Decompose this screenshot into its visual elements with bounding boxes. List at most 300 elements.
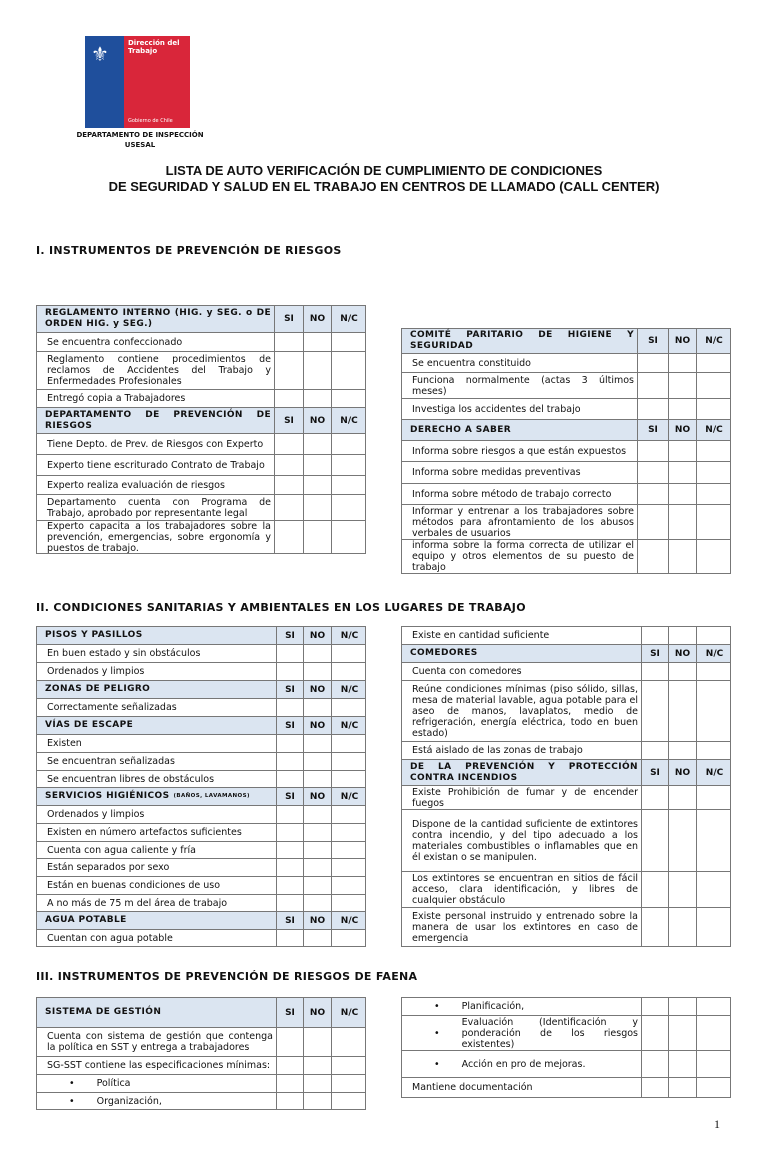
answer-cell-no[interactable]: [303, 495, 331, 520]
answer-cell-nc[interactable]: [331, 333, 366, 351]
answer-cell-no[interactable]: [668, 1051, 696, 1077]
answer-cell-si[interactable]: [276, 1093, 303, 1109]
row-text: Dispone de la cantidad suficiente de extintores contra incendio, y del tipo adecuado a los materiales combustibles o inflamables que en él existan o se manipulen.: [412, 818, 638, 863]
row-text: Ordenados y limpios: [47, 666, 145, 677]
answer-cell-si[interactable]: [274, 352, 303, 389]
column-header-nc: N/C: [331, 627, 367, 644]
row-text: Departamento cuenta con Programa de Trabajo, aprobado por representante legal: [47, 496, 271, 519]
table-row: [402, 810, 730, 872]
table-section-header: [402, 329, 730, 354]
row-text: Existen en número artefactos suficientes: [47, 827, 242, 838]
answer-cell-nc[interactable]: [696, 872, 732, 907]
row-text: Está aislado de las zonas de trabajo: [412, 745, 583, 756]
column-header-si: SI: [276, 998, 303, 1027]
table-row: [402, 627, 730, 645]
answer-cell-si[interactable]: [637, 462, 668, 483]
answer-cell-nc[interactable]: [331, 842, 367, 858]
answer-cell-nc[interactable]: [696, 1078, 732, 1097]
answer-cell-no[interactable]: [668, 373, 696, 398]
section-heading-1: I. INSTRUMENTOS DE PREVENCIÓN DE RIESGOS: [36, 244, 342, 257]
answer-cell-nc[interactable]: [696, 742, 732, 759]
table-row: [37, 521, 365, 554]
table-row: [402, 484, 730, 505]
row-text: Informa sobre método de trabajo correcto: [412, 488, 612, 500]
row-text: Ordenados y limpios: [47, 809, 145, 820]
answer-cell-nc[interactable]: [331, 1075, 367, 1092]
row-text: Existe Prohibición de fumar y de encender fuegos: [412, 786, 638, 809]
row-label: [402, 872, 641, 907]
table-row: [37, 753, 365, 771]
row-label: [402, 540, 637, 573]
answer-cell-si[interactable]: [637, 505, 668, 539]
answer-cell-si[interactable]: [274, 390, 303, 407]
answer-cell-no[interactable]: [303, 699, 331, 716]
answer-cell-nc[interactable]: [331, 645, 367, 662]
row-label: [37, 408, 274, 433]
answer-cell-no[interactable]: [303, 753, 331, 770]
answer-cell-nc[interactable]: [331, 1028, 367, 1056]
answer-cell-nc[interactable]: [696, 399, 731, 419]
row-label: [37, 895, 276, 911]
answer-cell-si[interactable]: [637, 354, 668, 372]
answer-cell-si[interactable]: [637, 484, 668, 504]
answer-cell-si[interactable]: [641, 908, 668, 946]
answer-cell-si[interactable]: [641, 742, 668, 759]
direccion-del-trabajo-logo: ⚜ Dirección del Trabajo Gobierno de Chile: [85, 36, 190, 128]
row-text: REGLAMENTO INTERNO (HIG. y SEG. o DE ORDEN HIG. y SEG.): [45, 308, 271, 329]
column-header-si: SI: [276, 681, 303, 698]
table-row: [402, 663, 730, 681]
answer-cell-nc[interactable]: [696, 373, 731, 398]
column-header-no: NO: [303, 788, 331, 805]
answer-cell-nc[interactable]: [696, 1016, 732, 1050]
row-label: [37, 1093, 276, 1109]
answer-cell-si[interactable]: [641, 663, 668, 680]
row-label: [402, 1078, 641, 1097]
table-row: [402, 354, 730, 373]
row-text: PISOS Y PASILLOS: [45, 630, 143, 640]
row-label: [37, 824, 276, 841]
row-label: [37, 912, 276, 929]
bullet-icon: •: [69, 1078, 75, 1089]
table-row: [37, 1057, 365, 1075]
answer-cell-si[interactable]: [637, 373, 668, 398]
answer-cell-nc[interactable]: [331, 895, 367, 911]
answer-cell-si[interactable]: [641, 810, 668, 871]
answer-cell-si[interactable]: [276, 806, 303, 823]
column-header-no: NO: [303, 717, 331, 734]
row-label: [402, 810, 641, 871]
answer-cell-no[interactable]: [303, 895, 331, 911]
row-text: Se encuentra constituido: [412, 357, 531, 369]
answer-cell-no[interactable]: [303, 333, 331, 351]
checklist-table: [401, 626, 731, 947]
answer-cell-nc[interactable]: [331, 877, 367, 894]
answer-cell-nc[interactable]: [331, 1093, 367, 1109]
table-section-header: [37, 998, 365, 1028]
answer-cell-si[interactable]: [276, 859, 303, 876]
answer-cell-nc[interactable]: [331, 859, 367, 876]
row-text: Los extintores se encuentran en sitios de fácil acceso, clara identificación, y libres de cualquier obstáculo: [412, 873, 638, 906]
answer-cell-no[interactable]: [303, 521, 331, 553]
answer-cell-no[interactable]: [668, 1078, 696, 1097]
row-label: [402, 742, 641, 759]
answer-cell-nc[interactable]: [696, 998, 732, 1015]
coat-of-arms-icon: ⚜: [91, 42, 109, 66]
table-section-header: [37, 788, 365, 806]
column-header-no: NO: [303, 408, 331, 433]
answer-cell-nc[interactable]: [696, 354, 731, 372]
answer-cell-nc[interactable]: [331, 521, 366, 553]
table-row: [37, 1093, 365, 1110]
table-row: [402, 742, 730, 760]
table-row: [402, 1078, 730, 1098]
column-header-no: NO: [303, 306, 331, 332]
answer-cell-si[interactable]: [274, 476, 303, 494]
answer-cell-nc[interactable]: [696, 1051, 732, 1077]
row-label: [37, 806, 276, 823]
answer-cell-si[interactable]: [276, 699, 303, 716]
row-text: Tiene Depto. de Prev. de Riesgos con Experto: [47, 438, 264, 450]
answer-cell-si[interactable]: [637, 540, 668, 573]
answer-cell-nc[interactable]: [331, 476, 366, 494]
answer-cell-si[interactable]: [274, 434, 303, 454]
row-text: Experto tiene escriturado Contrato de Trabajo: [47, 459, 265, 471]
table-row: [402, 1016, 730, 1051]
answer-cell-no[interactable]: [668, 908, 696, 946]
answer-cell-si[interactable]: [276, 1075, 303, 1092]
table-row: [402, 786, 730, 810]
table-row: [402, 399, 730, 420]
bullet-icon: •: [434, 1027, 440, 1039]
answer-cell-nc[interactable]: [696, 627, 732, 644]
answer-cell-si[interactable]: [276, 771, 303, 787]
answer-cell-no[interactable]: [668, 681, 696, 741]
row-text: ZONAS DE PELIGRO: [45, 684, 151, 694]
answer-cell-si[interactable]: [274, 455, 303, 475]
table-row: [37, 699, 365, 717]
answer-cell-no[interactable]: [303, 771, 331, 787]
answer-cell-si[interactable]: [274, 521, 303, 553]
answer-cell-si[interactable]: [276, 1028, 303, 1056]
row-text: Acción en pro de mejoras.: [461, 1058, 586, 1070]
answer-cell-no[interactable]: [668, 462, 696, 483]
table-section-header: [402, 760, 730, 786]
column-header-no: NO: [303, 627, 331, 644]
row-text: Se encuentran libres de obstáculos: [47, 773, 215, 785]
answer-cell-nc[interactable]: [331, 771, 367, 787]
row-label: [402, 420, 637, 440]
answer-cell-nc[interactable]: [331, 753, 367, 770]
row-label: [37, 788, 276, 805]
answer-cell-nc[interactable]: [331, 930, 367, 946]
answer-cell-si[interactable]: [641, 1078, 668, 1097]
row-label: [402, 462, 637, 483]
row-text: SISTEMA DE GESTIÓN: [45, 1007, 162, 1017]
answer-cell-nc[interactable]: [696, 462, 731, 483]
row-label: [37, 842, 276, 858]
row-text: Informa sobre medidas preventivas: [412, 467, 581, 478]
row-label: [37, 495, 274, 520]
answer-cell-no[interactable]: [303, 1093, 331, 1109]
answer-cell-si[interactable]: [276, 930, 303, 946]
row-label: [37, 699, 276, 716]
document-title-line2: DE SEGURIDAD Y SALUD EN EL TRABAJO EN CENTROS DE LLAMADO (CALL CENTER): [108, 179, 660, 194]
answer-cell-no[interactable]: [668, 441, 696, 461]
answer-cell-nc[interactable]: [331, 699, 367, 716]
column-header-si: SI: [276, 912, 303, 929]
column-header-nc: N/C: [696, 760, 732, 785]
answer-cell-nc[interactable]: [331, 735, 367, 752]
answer-cell-no[interactable]: [303, 1028, 331, 1056]
row-label: [402, 998, 641, 1015]
row-label: [37, 645, 276, 662]
answer-cell-no[interactable]: [303, 877, 331, 894]
answer-cell-no[interactable]: [668, 540, 696, 573]
row-text: Investiga los accidentes del trabajo: [412, 403, 581, 415]
table-row: [37, 842, 365, 859]
answer-cell-si[interactable]: [276, 645, 303, 662]
answer-cell-nc[interactable]: [696, 786, 732, 809]
row-text: informa sobre la forma correcta de utilizar el equipo y otros elementos de su puesto de trabajo: [412, 540, 634, 573]
row-text: Funciona normalmente (actas 3 últimos meses): [412, 374, 634, 397]
answer-cell-no[interactable]: [668, 484, 696, 504]
row-label: [402, 1016, 641, 1050]
answer-cell-no[interactable]: [668, 399, 696, 419]
column-header-nc: N/C: [331, 408, 366, 433]
column-header-si: SI: [276, 717, 303, 734]
answer-cell-si[interactable]: [641, 786, 668, 809]
answer-cell-si[interactable]: [274, 495, 303, 520]
column-header-nc: N/C: [696, 329, 731, 353]
answer-cell-si[interactable]: [641, 872, 668, 907]
column-header-si: SI: [637, 420, 668, 440]
answer-cell-no[interactable]: [668, 1016, 696, 1050]
answer-cell-si[interactable]: [276, 824, 303, 841]
answer-cell-si[interactable]: [276, 735, 303, 752]
row-label: [402, 373, 637, 398]
answer-cell-nc[interactable]: [331, 663, 367, 680]
answer-cell-si[interactable]: [641, 998, 668, 1015]
row-label: [37, 434, 274, 454]
answer-cell-no[interactable]: [668, 810, 696, 871]
answer-cell-no[interactable]: [668, 742, 696, 759]
row-label: [402, 627, 641, 644]
column-header-no: NO: [303, 912, 331, 929]
answer-cell-nc[interactable]: [331, 352, 366, 389]
document-title-line1: LISTA DE AUTO VERIFICACIÓN DE CUMPLIMIENTO DE CONDICIONES: [165, 163, 603, 178]
answer-cell-no[interactable]: [668, 354, 696, 372]
checklist-table: [401, 997, 731, 1098]
column-header-no: NO: [668, 760, 696, 785]
table-section-header: [402, 420, 730, 441]
answer-cell-nc[interactable]: [696, 681, 732, 741]
row-text: Entregó copia a Trabajadores: [47, 393, 186, 404]
answer-cell-no[interactable]: [303, 352, 331, 389]
table-row: [37, 735, 365, 753]
column-header-si: SI: [274, 306, 303, 332]
row-label: [402, 760, 641, 785]
answer-cell-si[interactable]: [276, 895, 303, 911]
row-text: Existe personal instruido y entrenado sobre la manera de usar los extintores en caso de emergencia: [412, 910, 638, 944]
answer-cell-nc[interactable]: [331, 434, 366, 454]
answer-cell-no[interactable]: [303, 455, 331, 475]
answer-cell-no[interactable]: [303, 842, 331, 858]
answer-cell-si[interactable]: [641, 1051, 668, 1077]
answer-cell-no[interactable]: [668, 505, 696, 539]
table-row: [402, 998, 730, 1016]
answer-cell-nc[interactable]: [696, 663, 732, 680]
table-row: [402, 441, 730, 462]
answer-cell-no[interactable]: [668, 627, 696, 644]
row-text: SG-SST contiene las especificaciones mínimas:: [47, 1060, 271, 1071]
table-row: [402, 872, 730, 908]
row-label: [37, 717, 276, 734]
table-row: [402, 908, 730, 947]
column-header-no: NO: [303, 681, 331, 698]
answer-cell-si[interactable]: [641, 627, 668, 644]
answer-cell-si[interactable]: [276, 842, 303, 858]
answer-cell-no[interactable]: [668, 872, 696, 907]
row-label: [37, 455, 274, 475]
table-row: [402, 681, 730, 742]
answer-cell-si[interactable]: [641, 1016, 668, 1050]
row-label: [402, 505, 637, 539]
column-header-nc: N/C: [331, 998, 367, 1027]
row-label: [402, 484, 637, 504]
row-text: DERECHO A SABER: [410, 424, 512, 435]
answer-cell-no[interactable]: [303, 390, 331, 407]
row-label: [37, 753, 276, 770]
row-text: Están separados por sexo: [47, 862, 170, 873]
column-header-nc: N/C: [331, 681, 367, 698]
answer-cell-nc[interactable]: [331, 806, 367, 823]
answer-cell-nc[interactable]: [331, 390, 366, 407]
department-label: DEPARTAMENTO DE INSPECCIÓN USESAL: [76, 131, 204, 149]
answer-cell-si[interactable]: [276, 663, 303, 680]
row-label: [402, 663, 641, 680]
row-text: En buen estado y sin obstáculos: [47, 648, 201, 659]
row-label: [37, 521, 274, 553]
column-header-nc: N/C: [696, 420, 731, 440]
table-row: [37, 663, 365, 681]
answer-cell-nc[interactable]: [696, 810, 732, 871]
answer-cell-no[interactable]: [303, 806, 331, 823]
row-text: A no más de 75 m del área de trabajo: [47, 897, 228, 909]
answer-cell-no[interactable]: [668, 998, 696, 1015]
row-text: Cuenta con comedores: [412, 666, 522, 677]
answer-cell-no[interactable]: [303, 663, 331, 680]
answer-cell-no[interactable]: [668, 786, 696, 809]
answer-cell-no[interactable]: [303, 1057, 331, 1074]
row-label: [402, 1051, 641, 1077]
answer-cell-no[interactable]: [303, 930, 331, 946]
bullet-icon: •: [69, 1095, 75, 1107]
answer-cell-nc[interactable]: [331, 455, 366, 475]
row-label: [402, 786, 641, 809]
answer-cell-nc[interactable]: [696, 908, 732, 946]
row-text: COMEDORES: [410, 648, 478, 658]
row-text: Planificación,: [461, 1001, 525, 1012]
column-header-no: NO: [668, 420, 696, 440]
row-label: [402, 354, 637, 372]
table-row: [37, 455, 365, 476]
column-header-si: SI: [641, 760, 668, 785]
checklist-table: [36, 997, 366, 1110]
answer-cell-nc[interactable]: [696, 505, 731, 539]
answer-cell-no[interactable]: [668, 663, 696, 680]
row-text: Organización,: [96, 1095, 162, 1107]
answer-cell-si[interactable]: [276, 877, 303, 894]
answer-cell-no[interactable]: [303, 735, 331, 752]
answer-cell-nc[interactable]: [331, 824, 367, 841]
row-label: [37, 1075, 276, 1092]
answer-cell-no[interactable]: [303, 1075, 331, 1092]
answer-cell-si[interactable]: [276, 753, 303, 770]
row-label: [37, 859, 276, 876]
answer-cell-nc[interactable]: [696, 441, 731, 461]
row-label: [37, 998, 276, 1027]
table-row: [37, 390, 365, 408]
answer-cell-si[interactable]: [641, 681, 668, 741]
row-text: Experto realiza evaluación de riesgos: [47, 479, 225, 491]
row-text: Están en buenas condiciones de uso: [47, 880, 221, 891]
row-label: [37, 663, 276, 680]
row-text: Existen: [47, 738, 82, 749]
row-text: Mantiene documentación: [412, 1082, 533, 1093]
answer-cell-si[interactable]: [637, 399, 668, 419]
table-row: [37, 930, 365, 947]
table-section-header: [402, 645, 730, 663]
row-label: [402, 681, 641, 741]
row-label: [402, 399, 637, 419]
table-section-header: [37, 306, 365, 333]
table-row: [402, 373, 730, 399]
row-text: Cuenta con sistema de gestión que contenga la política en SST y entrega a trabajadores: [47, 1031, 273, 1053]
answer-cell-si[interactable]: [274, 333, 303, 351]
row-text: SERVICIOS HIGIÉNICOS: [45, 791, 170, 801]
answer-cell-nc[interactable]: [331, 1057, 367, 1074]
answer-cell-no[interactable]: [303, 434, 331, 454]
row-label: [37, 1057, 276, 1074]
answer-cell-no[interactable]: [303, 476, 331, 494]
answer-cell-nc[interactable]: [696, 484, 731, 504]
row-text: Evaluación (Identificación y ponderación de los riesgos existentes): [461, 1016, 638, 1050]
answer-cell-si[interactable]: [276, 1057, 303, 1074]
table-row: [37, 1028, 365, 1057]
column-header-si: SI: [637, 329, 668, 353]
column-header-si: SI: [641, 645, 668, 662]
answer-cell-no[interactable]: [303, 824, 331, 841]
column-header-no: NO: [668, 329, 696, 353]
row-label: [37, 1028, 276, 1056]
answer-cell-no[interactable]: [303, 645, 331, 662]
row-label: [37, 627, 276, 644]
table-row: [37, 877, 365, 895]
column-header-nc: N/C: [331, 788, 367, 805]
row-text: Cuenta con agua caliente y fría: [47, 844, 197, 856]
answer-cell-no[interactable]: [303, 859, 331, 876]
table-row: [402, 505, 730, 540]
answer-cell-nc[interactable]: [331, 495, 366, 520]
table-row: [37, 859, 365, 877]
answer-cell-nc[interactable]: [696, 540, 731, 573]
answer-cell-si[interactable]: [637, 441, 668, 461]
column-header-no: NO: [303, 998, 331, 1027]
column-header-nc: N/C: [696, 645, 732, 662]
row-text: AGUA POTABLE: [45, 915, 127, 925]
table-row: [37, 434, 365, 455]
